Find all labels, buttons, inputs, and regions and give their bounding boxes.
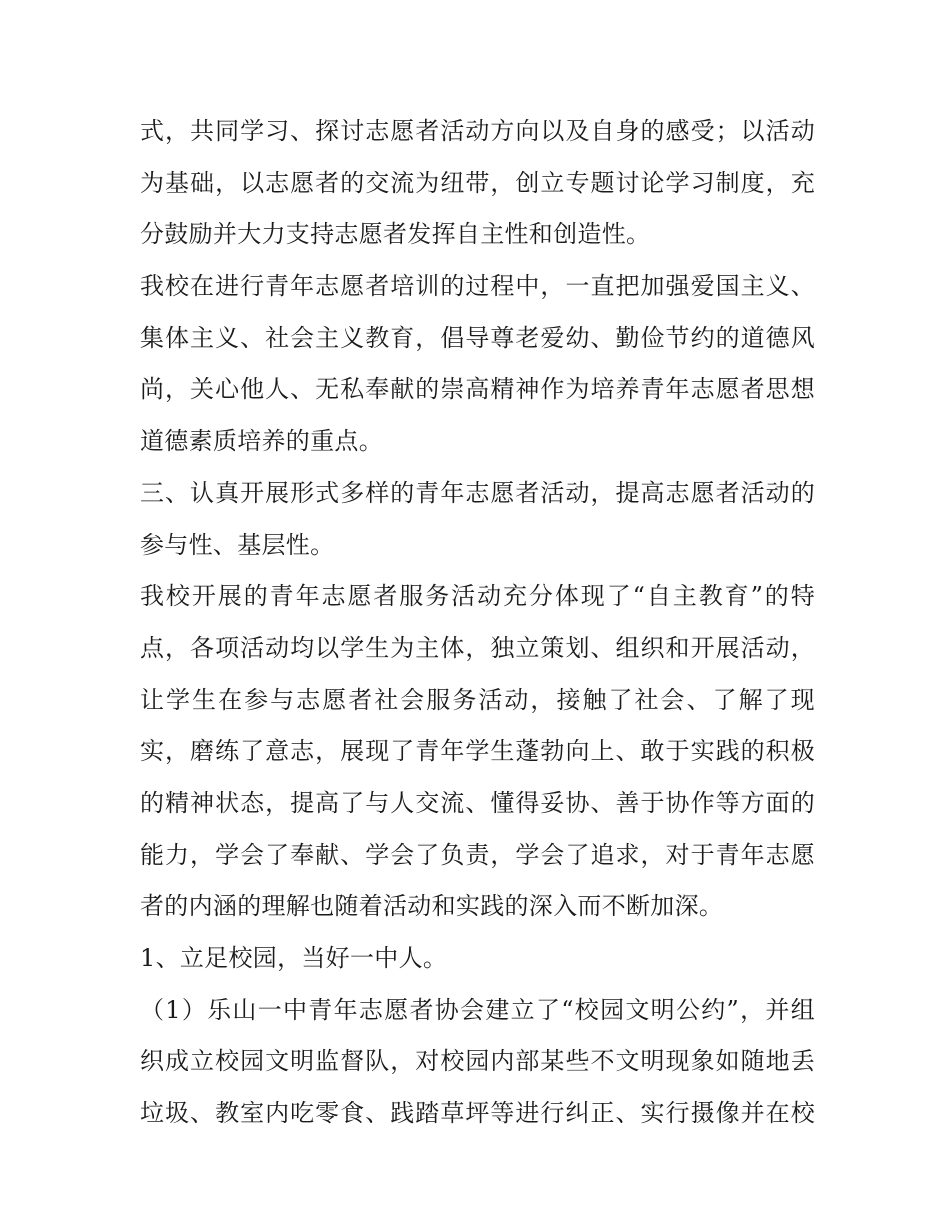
text-line: 分鼓励并大力支持志愿者发挥自主性和创造性。 <box>140 220 651 249</box>
text-line: 让学生在参与志愿者社会服务活动，接触了社会、了解了现 <box>140 685 815 714</box>
text-line: 我校在进行青年志愿者培训的过程中，一直把加强爱国主义、 <box>140 272 815 301</box>
text-line: 能力，学会了奉献、学会了负责，学会了追求，对于青年志愿 <box>140 840 815 869</box>
subsection-heading: 1、立足校园，当好一中人。 <box>140 944 448 972</box>
section-heading: 参与性、基层性。 <box>140 530 335 559</box>
text-line: 的精神状态，提高了与人交流、懂得妥协、善于协作等方面的 <box>140 788 815 817</box>
text-line: 为基础，以志愿者的交流为纽带，创立专题讨论学习制度，充 <box>140 168 815 197</box>
text-line: 实，磨练了意志，展现了青年学生蓬勃向上、敢于实践的积极 <box>140 737 815 766</box>
section-heading: 三、认真开展形式多样的青年志愿者活动，提高志愿者活动的 <box>140 478 815 507</box>
text-line: 式，共同学习、探讨志愿者活动方向以及自身的感受；以活动 <box>140 117 815 145</box>
text-line: 尚，关心他人、无私奉献的崇高精神作为培养青年志愿者思想 <box>140 375 815 404</box>
text-line: 者的内涵的理解也随着活动和实践的深入而不断加深。 <box>140 892 724 921</box>
document-body <box>140 106 815 1140</box>
text-line: 我校开展的青年志愿者服务活动充分体现了“自主教育”的特 <box>140 582 815 611</box>
text-line: 织成立校园文明监督队，对校园内部某些不文明现象如随地丢 <box>140 1047 815 1076</box>
text-line: 道德素质培养的重点。 <box>140 427 383 456</box>
text-line: （1）乐山一中青年志愿者协会建立了“校园文明公约”，并组 <box>140 995 815 1024</box>
text-line: 垃圾、教室内吃零食、践踏草坪等进行纠正、实行摄像并在校 <box>140 1099 815 1128</box>
text-line: 集体主义、社会主义教育，倡导尊老爱幼、勤俭节约的道德风 <box>140 323 815 352</box>
text-line: 点，各项活动均以学生为主体，独立策划、组织和开展活动， <box>140 633 815 662</box>
